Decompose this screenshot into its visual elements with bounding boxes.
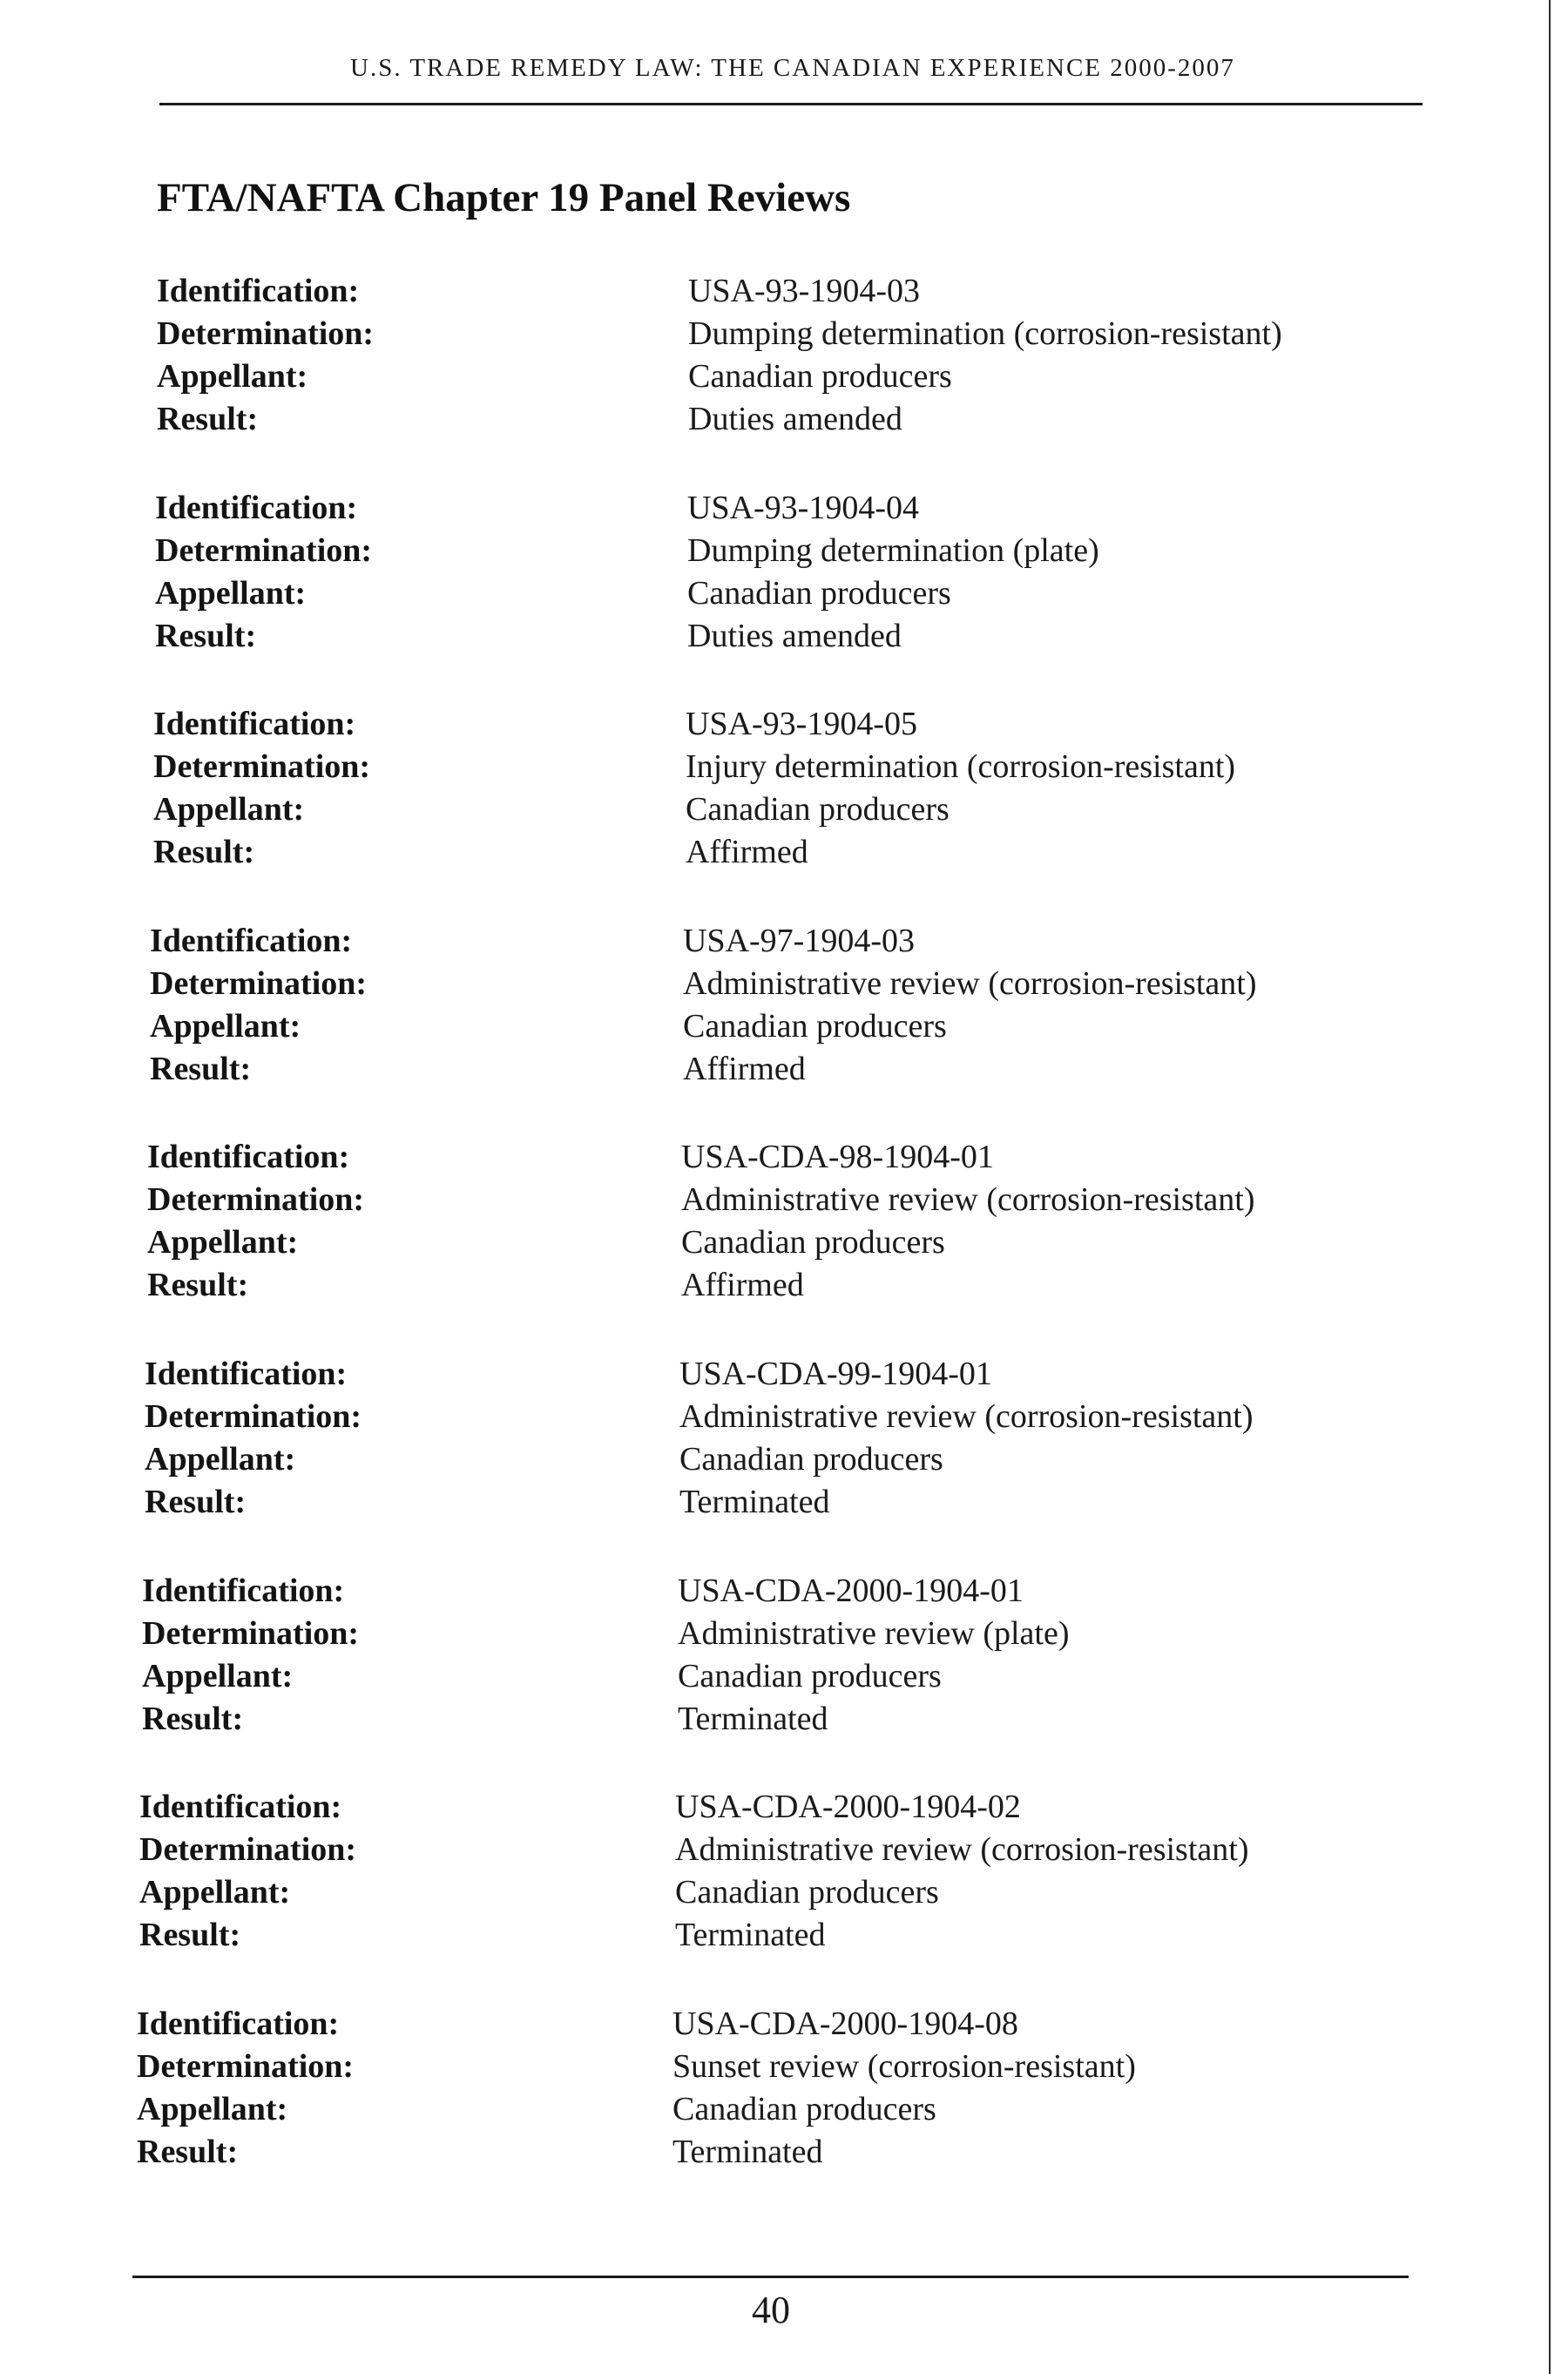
determination-row: [0, 1179, 1568, 1221]
result-label: Result:: [145, 1483, 247, 1520]
identification-row: [0, 487, 1568, 530]
appellant-row: [0, 2088, 1568, 2131]
identification-label: Identification:: [153, 706, 356, 743]
page-edge-line: [1549, 0, 1551, 2374]
identification-row: [0, 1136, 1568, 1179]
identification-value: USA-93-1904-03: [688, 273, 920, 309]
appellant-value: Canadian producers: [672, 2090, 936, 2127]
identification-value: USA-93-1904-04: [687, 489, 919, 526]
panel-review-record: [0, 487, 1568, 704]
footer-rule: [132, 2276, 1409, 2278]
identification-row: [0, 1353, 1568, 1396]
appellant-row: [0, 1438, 1568, 1481]
result-label: Result:: [150, 1050, 252, 1087]
appellant-value: Canadian producers: [686, 791, 950, 829]
result-value: Affirmed: [686, 834, 808, 871]
appellant-row: [0, 355, 1568, 398]
appellant-row: [0, 1221, 1568, 1264]
appellant-row: [0, 788, 1568, 831]
appellant-label: Appellant:: [139, 1874, 291, 1911]
identification-value: USA-CDA-98-1904-01: [681, 1139, 994, 1176]
appellant-value: Canadian producers: [688, 358, 952, 395]
appellant-row: [0, 572, 1568, 615]
result-row: [0, 1481, 1568, 1524]
panel-review-record: [0, 1353, 1568, 1570]
determination-value: Sunset review (corrosion-resistant): [672, 2047, 1136, 2085]
identification-label: Identification:: [157, 273, 360, 309]
panel-review-record: [0, 1570, 1568, 1787]
determination-value: Administrative review (corrosion-resistant): [683, 964, 1257, 1002]
result-label: Result:: [139, 1917, 241, 1954]
determination-row: [0, 963, 1568, 1005]
determination-row: [0, 1396, 1568, 1438]
appellant-value: Canadian producers: [679, 1440, 943, 1478]
identification-label: Identification:: [145, 1355, 348, 1392]
running-header: U.S. TRADE REMEDY LAW: THE CANADIAN EXPERIENCE 2000-2007: [350, 54, 1235, 82]
determination-row: [0, 1613, 1568, 1655]
result-row: [0, 1048, 1568, 1091]
identification-label: Identification:: [139, 1789, 342, 1826]
result-label: Result:: [157, 401, 259, 437]
identification-row: [0, 2003, 1568, 2046]
appellant-value: Canadian producers: [683, 1007, 947, 1045]
determination-label: Determination:: [147, 1181, 365, 1219]
determination-label: Determination:: [150, 964, 368, 1002]
determination-label: Determination:: [137, 2047, 355, 2085]
panel-review-record: [0, 2003, 1568, 2220]
result-label: Result:: [153, 834, 255, 871]
determination-label: Determination:: [157, 315, 375, 352]
result-value: Terminated: [678, 1700, 828, 1737]
appellant-label: Appellant:: [142, 1657, 294, 1694]
result-label: Result:: [147, 1267, 249, 1304]
determination-value: Administrative review (corrosion-resistant): [679, 1397, 1254, 1435]
determination-label: Determination:: [139, 1831, 357, 1869]
appellant-label: Appellant:: [153, 791, 305, 829]
appellant-label: Appellant:: [155, 574, 307, 612]
appellant-label: Appellant:: [137, 2090, 288, 2127]
appellant-row: [0, 1871, 1568, 1914]
determination-value: Dumping determination (plate): [687, 531, 1099, 569]
result-label: Result:: [142, 1700, 244, 1737]
appellant-label: Appellant:: [147, 1224, 299, 1261]
appellant-label: Appellant:: [150, 1007, 301, 1045]
determination-row: [0, 530, 1568, 572]
appellant-value: Canadian producers: [678, 1657, 942, 1694]
result-value: Duties amended: [688, 401, 902, 437]
determination-row: [0, 2046, 1568, 2088]
identification-row: [0, 703, 1568, 746]
determination-value: Administrative review (corrosion-resistant): [681, 1181, 1255, 1219]
determination-row: [0, 746, 1568, 788]
section-title: FTA/NAFTA Chapter 19 Panel Reviews: [157, 175, 851, 220]
result-row: [0, 1698, 1568, 1741]
determination-row: [0, 1829, 1568, 1871]
identification-value: USA-97-1904-03: [683, 922, 915, 959]
header-rule: [159, 103, 1423, 105]
identification-value: USA-CDA-2000-1904-02: [675, 1789, 1021, 1826]
appellant-row: [0, 1655, 1568, 1698]
determination-label: Determination:: [145, 1397, 362, 1435]
panel-review-record: [0, 703, 1568, 920]
appellant-label: Appellant:: [145, 1440, 296, 1478]
result-row: [0, 831, 1568, 874]
identification-row: [0, 920, 1568, 963]
identification-row: [0, 1570, 1568, 1613]
identification-value: USA-CDA-2000-1904-08: [672, 2005, 1018, 2042]
appellant-value: Canadian producers: [687, 574, 951, 612]
identification-label: Identification:: [142, 1572, 345, 1609]
result-value: Terminated: [672, 2133, 823, 2170]
appellant-value: Canadian producers: [681, 1224, 945, 1261]
identification-value: USA-CDA-99-1904-01: [679, 1355, 992, 1392]
identification-label: Identification:: [137, 2005, 340, 2042]
determination-value: Administrative review (plate): [678, 1614, 1070, 1652]
page-number: 40: [752, 2289, 790, 2331]
panel-review-record: [0, 1786, 1568, 2003]
result-value: Duties amended: [687, 617, 902, 654]
identification-value: USA-93-1904-05: [686, 706, 917, 743]
panel-review-record: [0, 270, 1568, 487]
identification-row: [0, 1786, 1568, 1829]
result-row: [0, 398, 1568, 441]
result-row: [0, 1914, 1568, 1957]
appellant-label: Appellant:: [157, 358, 308, 395]
result-row: [0, 615, 1568, 658]
identification-value: USA-CDA-2000-1904-01: [678, 1572, 1024, 1609]
result-label: Result:: [155, 617, 257, 654]
identification-row: [0, 270, 1568, 313]
result-value: Affirmed: [683, 1050, 806, 1087]
identification-label: Identification:: [150, 922, 353, 959]
result-label: Result:: [137, 2133, 239, 2170]
result-value: Terminated: [679, 1483, 830, 1520]
appellant-value: Canadian producers: [675, 1874, 939, 1911]
appellant-row: [0, 1005, 1568, 1048]
result-row: [0, 2131, 1568, 2174]
panel-review-record: [0, 1136, 1568, 1353]
determination-row: [0, 313, 1568, 355]
result-value: Terminated: [675, 1917, 826, 1954]
panel-review-list: [0, 270, 1568, 2219]
identification-label: Identification:: [155, 489, 358, 526]
panel-review-record: [0, 920, 1568, 1137]
determination-label: Determination:: [153, 748, 371, 786]
determination-value: Injury determination (corrosion-resistant): [686, 748, 1236, 786]
determination-label: Determination:: [142, 1614, 360, 1652]
determination-value: Dumping determination (corrosion-resistant): [688, 315, 1282, 352]
determination-value: Administrative review (corrosion-resistant): [675, 1831, 1249, 1869]
determination-label: Determination:: [155, 531, 373, 569]
result-value: Affirmed: [681, 1267, 804, 1304]
identification-label: Identification:: [147, 1139, 350, 1176]
result-row: [0, 1264, 1568, 1307]
